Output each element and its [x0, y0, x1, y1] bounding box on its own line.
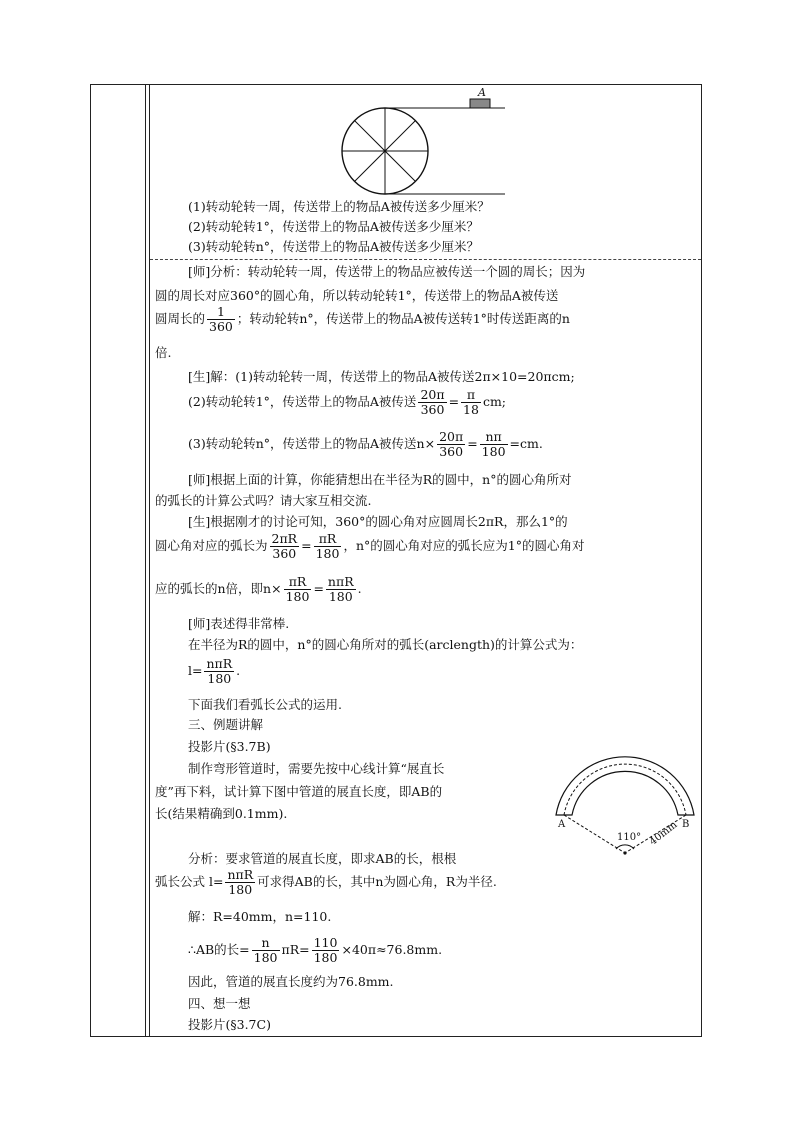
discussion-line-5: 应的弧长的n倍，即n× $\frac{\pi R}{180}$ = $\frac{\text{nπR}}{180}$ .	[155, 574, 362, 604]
example-heading: 三、例题讲解	[188, 717, 264, 732]
discussion-line-7: 在半径为R的圆中，n°的圆心角所对的弧长(arclength)的计算公式为：	[188, 637, 583, 652]
example-text-3: 长(结果精确到0.1mm).	[155, 806, 288, 821]
fraction: $\frac{\text{nπR}}{180}$	[327, 574, 354, 604]
discussion-line-9: 下面我们看弧长公式的运用.	[188, 697, 342, 712]
fraction: $\frac{\pi R}{180}$	[285, 574, 310, 604]
analysis-line-1: [师]分析：转动轮转一周，传送带上的物品应被传送一个圆的周长；因为	[188, 264, 586, 279]
example-text-2: 度”再下料，试计算下图中管道的展直长度，即AB的	[155, 784, 443, 799]
analysis-line-4: 倍.	[155, 345, 172, 360]
fraction: $\frac{n\pi}{180}$	[481, 429, 506, 459]
fraction: $\frac{2\pi R}{360}$	[271, 531, 298, 561]
fraction: $\frac{\pi R}{180}$	[315, 531, 340, 561]
fraction: $\frac{\text{nπR}}{180}$	[227, 867, 254, 897]
conveyor-wheel-figure	[335, 88, 510, 198]
example-text-1: 制作弯形管道时，需要先按中心线计算“展直长	[188, 761, 445, 776]
pipe-label-a: A	[558, 819, 566, 830]
solution-line-3: (3)转动轮转n°，传送带上的物品A被传送n× $\frac{20\pi}{360}$ = $\frac{n\pi}{180}$ =cm.	[188, 429, 543, 459]
example-solution-2: ∴AB的长= $\frac{n}{180}$ πR= $\frac{110}{180}$ ×40π≈76.8mm.	[188, 935, 443, 965]
question-2: (2)转动轮转1°，传送带上的物品A被传送多少厘米？	[188, 219, 479, 234]
fraction: $\frac{20\pi}{360}$	[420, 387, 445, 417]
analysis-line-3: 圆周长的 $\frac{1}{360}$ ；转动轮转n°，传送带上的物品A被传送转1°时传送距离的n	[155, 304, 570, 334]
discussion-line-8: l= $\frac{\text{nπR}}{180}$ .	[188, 656, 241, 686]
table-column-divider	[145, 84, 146, 1037]
question-3: (3)转动轮转n°，传送带上的物品A被传送多少厘米？	[188, 239, 480, 254]
solution-line-2: (2)转动轮转1°，传送带上的物品A被传送 $\frac{20\pi}{360}$ = $\frac{\pi}{18}$ cm;	[188, 387, 507, 417]
discussion-line-2: 的弧长的计算公式吗？请大家互相交流.	[155, 493, 372, 508]
table-column-divider-inner	[149, 84, 150, 1037]
think-heading: 四、想一想	[188, 996, 251, 1011]
discussion-line-4: 圆心角对应的弧长为 $\frac{2\pi R}{360}$ = $\frac{\pi R}{180}$ ，n°的圆心角对应的弧长应为1°的圆心角对	[155, 531, 585, 561]
fraction: $\frac{110}{180}$	[313, 935, 338, 965]
discussion-line-1: [师]根据上面的计算，你能猜想出在半径为R的圆中，n°的圆心角所对	[188, 472, 572, 487]
analysis-line-2: 圆的周长对应360°的圆心角，所以转动轮转1°，传送带上的物品A被传送	[155, 288, 559, 303]
pipe-radius-label: 40mm	[647, 819, 680, 848]
question-1: (1)转动轮转一周，传送带上的物品A被传送多少厘米？	[188, 199, 490, 214]
figure-label-a: A	[478, 86, 486, 99]
fraction: $\frac{20\pi}{360}$	[439, 429, 464, 459]
fraction: $\frac{1}{360}$	[209, 304, 233, 334]
example-solution-1: 解：R=40mm，n=110.	[188, 909, 332, 924]
think-slide: 投影片(§3.7C)	[188, 1017, 271, 1032]
example-analysis-1: 分析：要求管道的展直长度，即求AB的长，根根	[188, 851, 457, 866]
discussion-line-3: [生]根据刚才的讨论可知，360°的圆心角对应圆周长2πR，那么1°的	[188, 514, 568, 529]
example-analysis-2: 弧长公式 l= $\frac{\text{nπR}}{180}$ 可求得AB的长，其中n为圆心角，R为半径.	[155, 867, 497, 897]
example-solution-3: 因此，管道的展直长度约为76.8mm.	[188, 974, 394, 989]
example-slide: 投影片(§3.7B)	[188, 739, 271, 754]
fraction: $\frac{\text{nπR}}{180}$	[206, 656, 233, 686]
solution-line-1: [生]解：(1)转动轮转一周，传送带上的物品A被传送2π×10=20πcm;	[188, 369, 575, 384]
discussion-line-6: [师]表述得非常棒.	[188, 616, 290, 631]
pipe-label-b: B	[682, 819, 690, 830]
fraction: $\frac{\pi}{18}$	[463, 387, 479, 417]
pipe-angle-label: 110°	[617, 832, 642, 843]
fraction: $\frac{n}{180}$	[253, 935, 278, 965]
section-divider	[150, 259, 701, 260]
